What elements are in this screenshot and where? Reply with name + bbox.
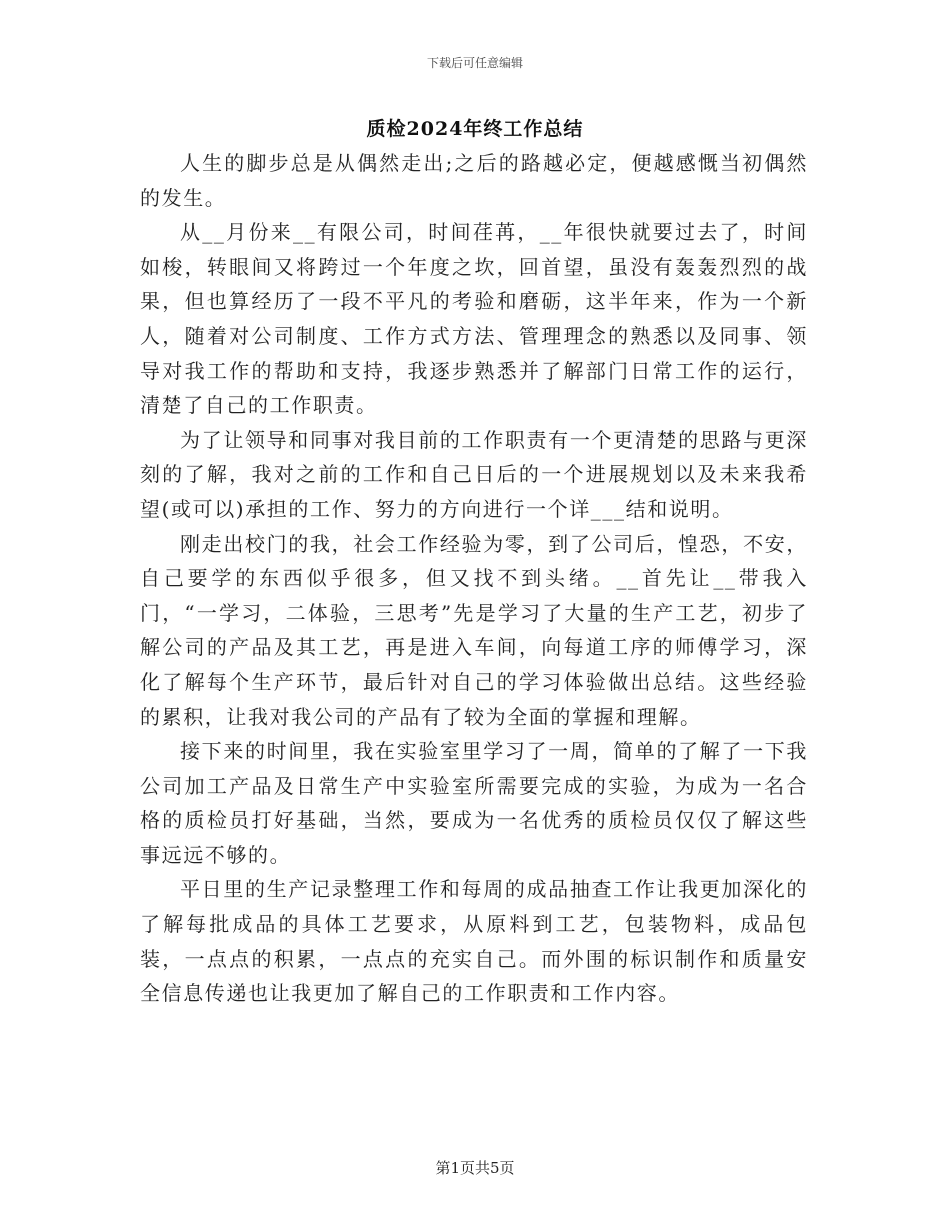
document-title: 质检2024年终工作总结 <box>366 118 584 140</box>
paragraph: 接下来的时间里，我在实验室里学习了一周，简单的了解了一下我公司加工产品及日常生产中实验室所需要完成的实验，为成为一名合格的质检员打好基础，当然，要成为一名优秀的质检员仅仅了解这些事远远不够的。 <box>140 739 808 867</box>
paragraph: 为了让领导和同事对我目前的工作职责有一个更清楚的思路与更深刻的了解，我对之前的工作和自己日后的一个进展规划以及未来我希望(或可以)承担的工作、努力的方向进行一个详___结和说明。 <box>140 427 808 521</box>
paragraph: 从__月份来__有限公司，时间荏苒，__年很快就要过去了，时间如梭，转眼间又将跨过一个年度之坎，回首望，虽没有轰轰烈烈的战果，但也算经历了一段不平凡的考验和磨砺，这半年来，作为一个新人，随着对公司制度、工作方式方法、管理理念的熟悉以及同事、领导对我工作的帮助和支持，我逐步熟悉并了解部门日常工作的运行，清楚了自己的工作职责。 <box>140 220 808 418</box>
paragraph: 人生的脚步总是从偶然走出;之后的路越必定，便越感慨当初偶然的发生。 <box>140 151 808 210</box>
document-body <box>140 146 808 1011</box>
page-header-note: 下载后可任意编辑 <box>426 56 523 70</box>
page-number-footer: 第1页共5页 <box>435 1159 515 1177</box>
paragraph: 刚走出校门的我，社会工作经验为零，到了公司后，惶恐，不安，自己要学的东西似乎很多，但又找不到头绪。__首先让__带我入门，“一学习，二体验，三思考”先是学习了大量的生产工艺，初步了解公司的产品及其工艺，再是进入车间，向每道工序的师傅学习，深化了解每个生产环节，最后针对自己的学习体验做出总结。这些经验的累积，让我对我公司的产品有了较为全面的掌握和理解。 <box>140 531 808 729</box>
paragraph: 平日里的生产记录整理工作和每周的成品抽查工作让我更加深化的了解每批成品的具体工艺要求，从原料到工艺，包装物料，成品包装，一点点的积累，一点点的充实自己。而外围的标识制作和质量安全信息传递也让我更加了解自己的工作职责和工作内容。 <box>140 877 808 1006</box>
